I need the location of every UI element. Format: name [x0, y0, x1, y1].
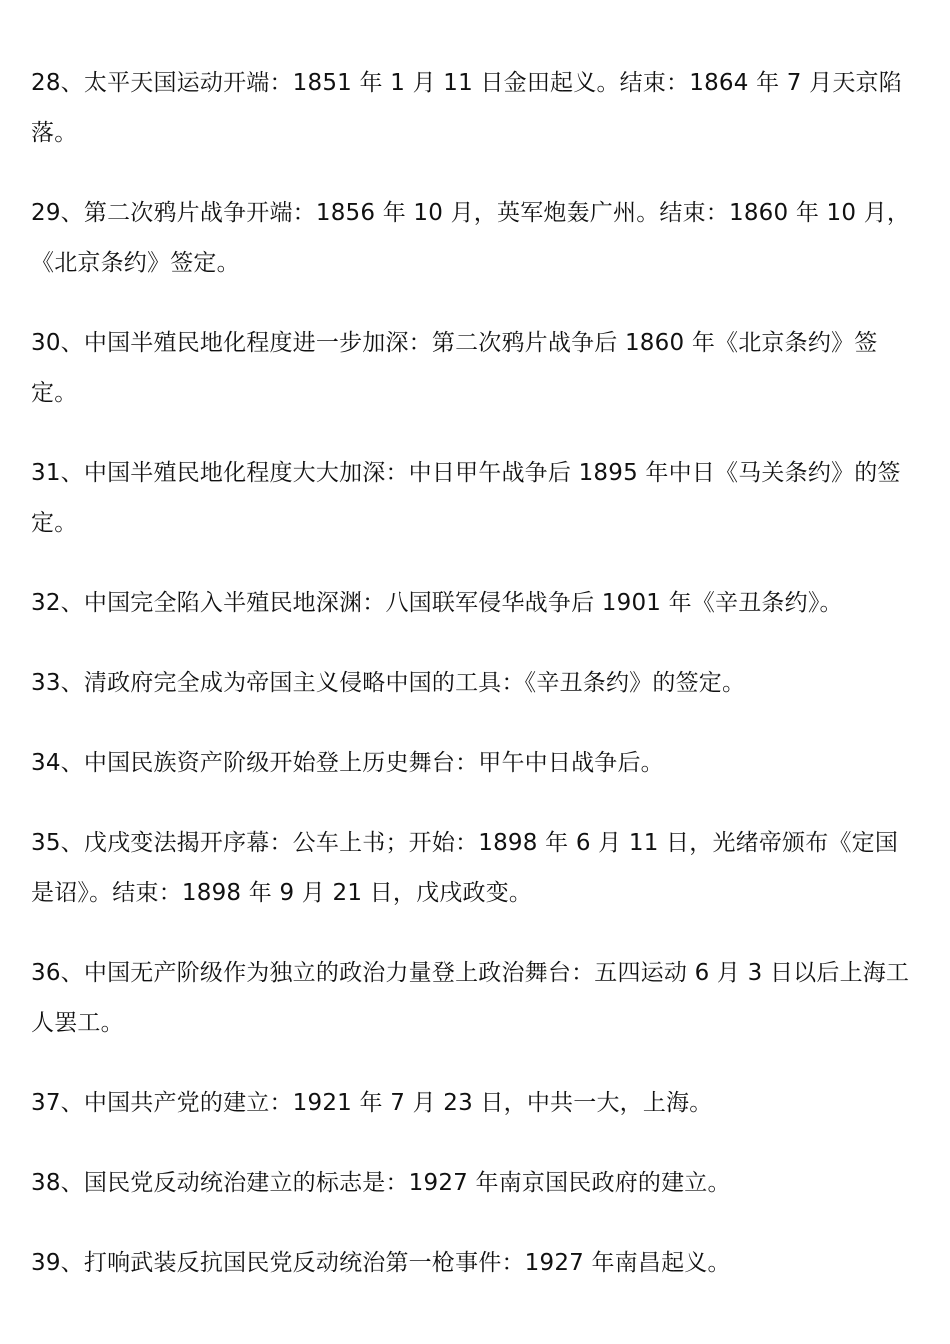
list-item-28: 28、太平天国运动开端：1851 年 1 月 11 日金田起义。结束：1864 年 7 月天京陷落。: [31, 70, 902, 146]
list-item-32: 32、中国完全陷入半殖民地深渊：八国联军侵华战争后 1901 年《辛丑条约》。: [31, 590, 843, 616]
list-item-31: 31、中国半殖民地化程度大大加深：中日甲午战争后 1895 年中日《马关条约》的签定。: [31, 460, 901, 536]
document-body: [31, 58, 921, 1318]
list-item-34: 34、中国民族资产阶级开始登上历史舞台：甲午中日战争后。: [31, 750, 664, 776]
list-item-35: 35、戊戌变法揭开序幕：公车上书；开始：1898 年 6 月 11 日，光绪帝颁布《定国是诏》。结束：1898 年 9 月 21 日，戊戌政变。: [31, 830, 899, 906]
list-item-29: 29、第二次鸦片战争开端：1856 年 10 月，英军炮轰广州。结束：1860 年 10 月，《北京条约》签定。: [31, 200, 911, 276]
list-item-36: 36、中国无产阶级作为独立的政治力量登上政治舞台：五四运动 6 月 3 日以后上海工人罢工。: [31, 960, 910, 1036]
list-item-38: 38、国民党反动统治建立的标志是：1927 年南京国民政府的建立。: [31, 1170, 731, 1196]
list-item-30: 30、中国半殖民地化程度进一步加深：第二次鸦片战争后 1860 年《北京条约》签定。: [31, 330, 878, 406]
list-item-37: 37、中国共产党的建立：1921 年 7 月 23 日，中共一大，上海。: [31, 1090, 713, 1116]
list-item-39: 39、打响武装反抗国民党反动统治第一枪事件：1927 年南昌起义。: [31, 1250, 731, 1276]
list-item-33: 33、清政府完全成为帝国主义侵略中国的工具：《辛丑条约》的签定。: [31, 670, 746, 696]
